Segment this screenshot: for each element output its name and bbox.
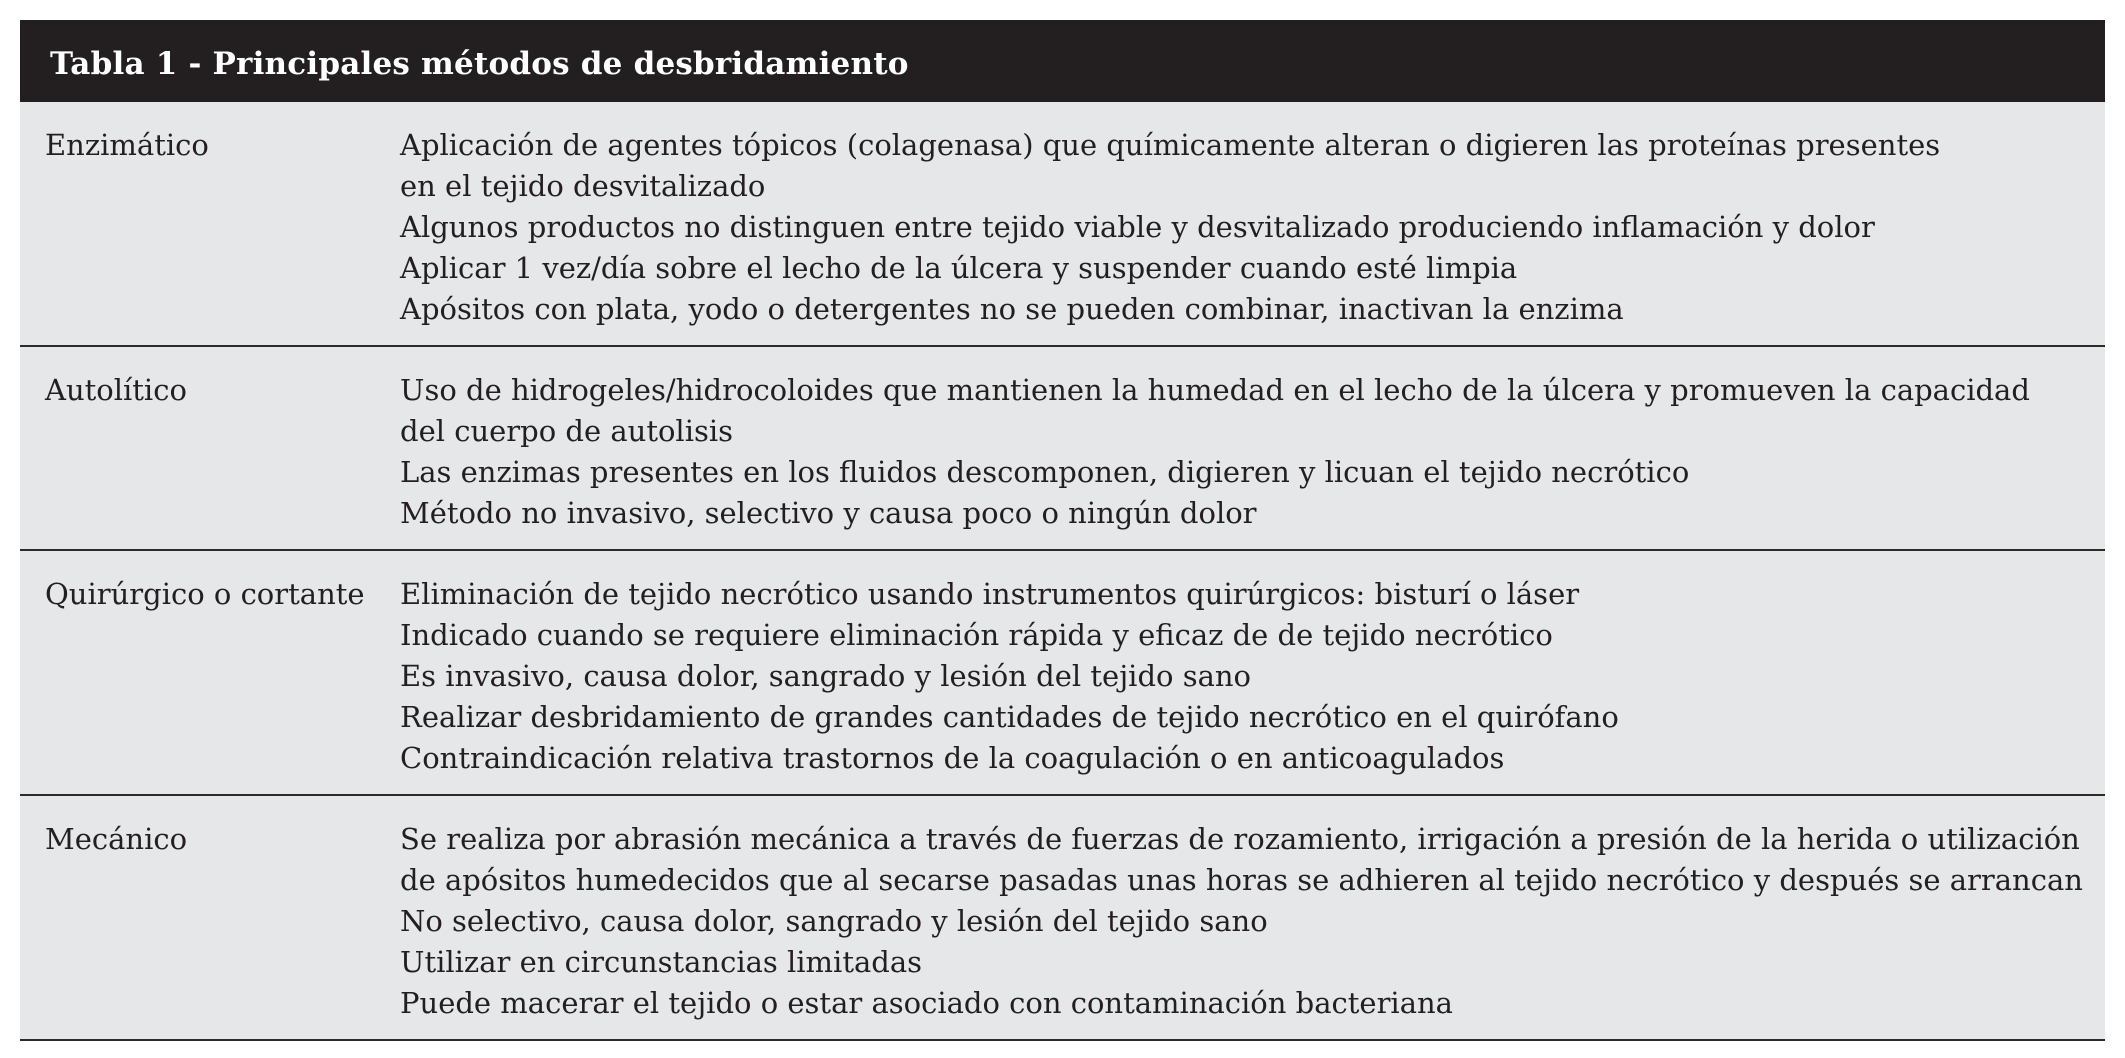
description-line: Se realiza por abrasión mecánica a través de fuerzas de rozamiento, irrigación a presión de la herida o utilización [400,822,2080,856]
description-line: Las enzimas presentes en los fluidos descomponen, digieren y licuan el tejido necrótico [400,455,1690,489]
method-description [400,575,2105,780]
method-description [400,371,2105,535]
description-line: Uso de hidrogeles/hidrocoloides que mantienen la humedad en el lecho de la úlcera y promueven la capacidad [400,373,2030,407]
method-label: Quirúrgico o cortante [45,577,365,611]
description-line: Apósitos con plata, yodo o detergentes no se pueden combinar, inactivan la enzima [400,292,1624,326]
description-line: Utilizar en circunstancias limitadas [400,945,923,979]
method-label: Autolítico [45,373,187,407]
description-line: Aplicación de agentes tópicos (colagenasa) que químicamente alteran o digieren las proteínas presentes [400,128,1941,162]
description-line: No selectivo, causa dolor, sangrado y lesión del tejido sano [400,904,1268,938]
description-line: Aplicar 1 vez/día sobre el lecho de la úlcera y suspender cuando esté limpia [400,251,1518,285]
method-label: Enzimático [45,128,209,162]
table-header [20,20,2105,102]
description-line: Puede macerar el tejido o estar asociado con contaminación bacteriana [400,986,1453,1020]
description-line: Contraindicación relativa trastornos de la coagulación o en anticoagulados [400,741,1505,775]
description-line: Es invasivo, causa dolor, sangrado y lesión del tejido sano [400,659,1252,693]
method-label: Mecánico [45,822,188,856]
description-line: Método no invasivo, selectivo y causa poco o ningún dolor [400,496,1257,530]
table-row-mecanico [20,796,2105,1041]
description-line: Eliminación de tejido necrótico usando instrumentos quirúrgicos: bisturí o láser [400,577,1580,611]
debridement-table [20,20,2105,1041]
table-row-autolitico [20,347,2105,551]
table-title: Tabla 1 - Principales métodos de desbridamiento [50,46,909,82]
description-line: de apósitos humedecidos que al secarse pasadas unas horas se adhieren al tejido necrótico y después se arrancan [400,863,2083,897]
description-line: Indicado cuando se requiere eliminación rápida y eficaz de de tejido necrótico [400,618,1553,652]
description-line: Algunos productos no distinguen entre tejido viable y desvitalizado produciendo inflamación y dolor [400,210,1875,244]
table-row-enzimatico [20,102,2105,347]
table-row-quirurgico [20,551,2105,796]
method-description [400,820,2105,1025]
description-line: en el tejido desvitalizado [400,169,766,203]
method-description [400,126,2105,331]
description-line: Realizar desbridamiento de grandes cantidades de tejido necrótico en el quirófano [400,700,1619,734]
description-line: del cuerpo de autolisis [400,414,734,448]
